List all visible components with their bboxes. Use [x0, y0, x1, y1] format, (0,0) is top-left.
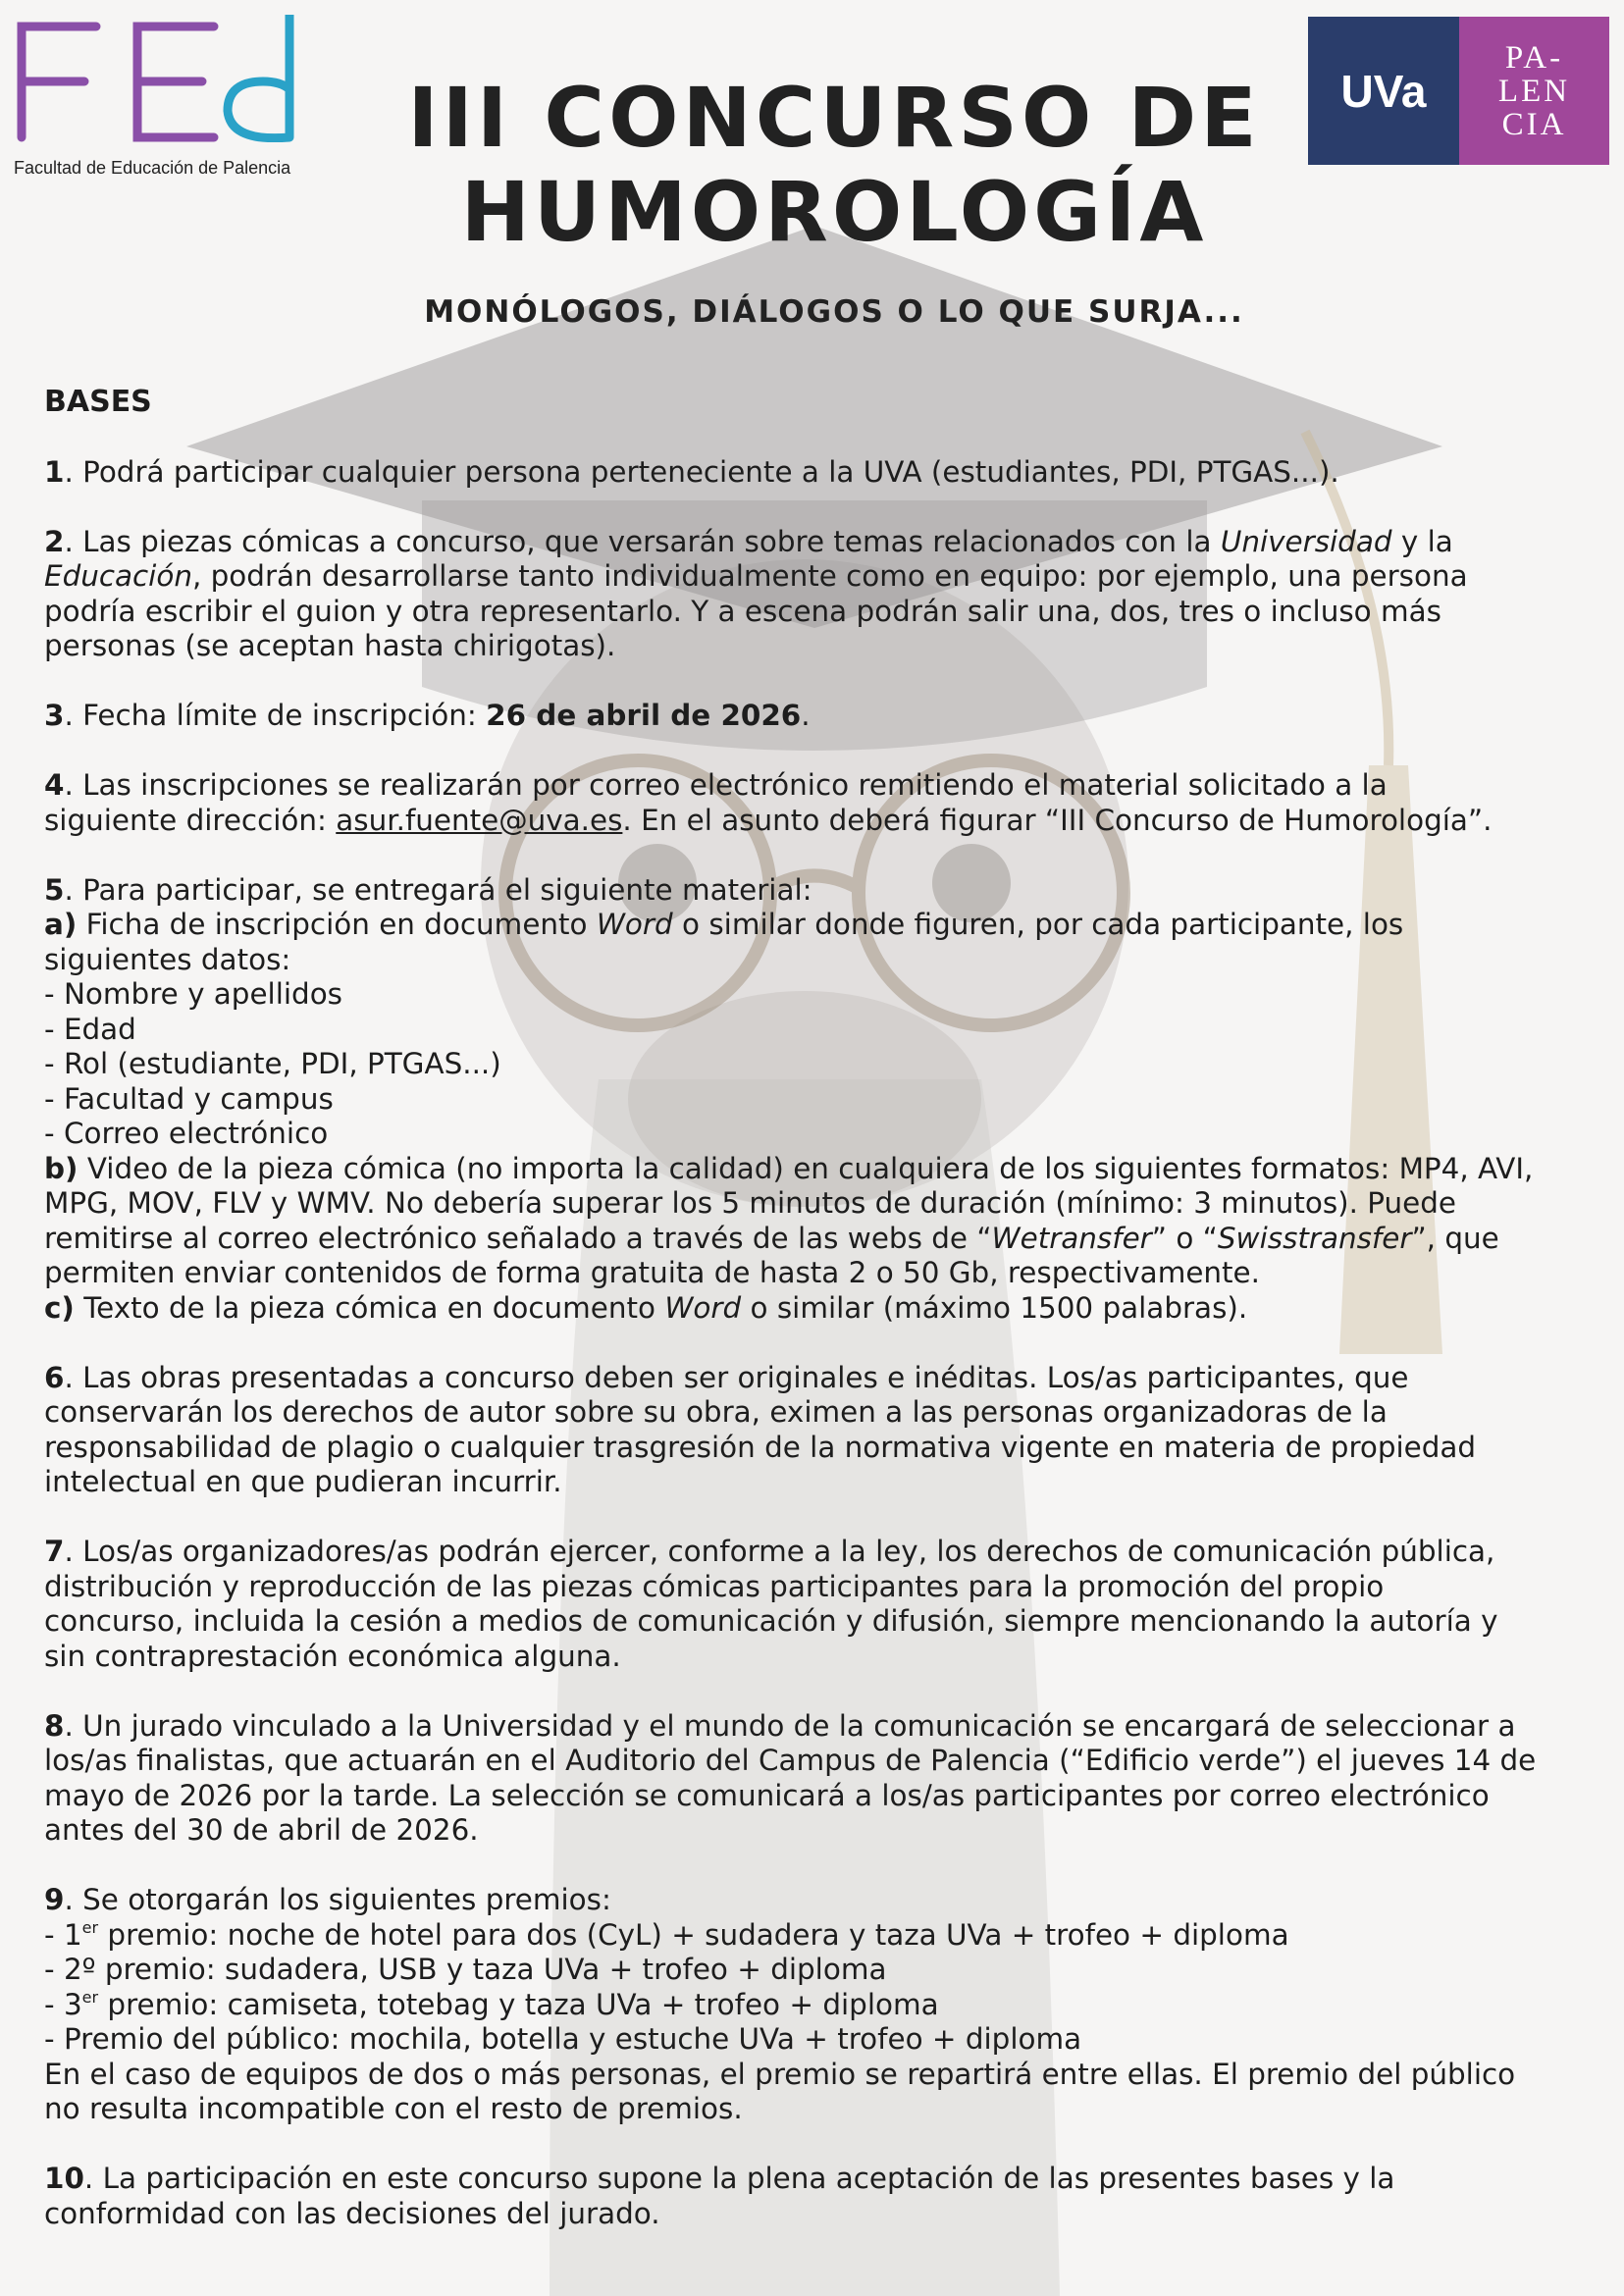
base-text: permiten enviar contenidos de forma gratuita de hasta 2 o 50 Gb, respectivamente.: [44, 1256, 1260, 1289]
palencia-logo-text: [1459, 17, 1609, 165]
base-text: o similar donde figuren, por cada participante, los: [672, 908, 1404, 941]
base-text: Swisstransfer: [1217, 1221, 1412, 1255]
base-text: concurso, incluida la cesión a medios de comunicación y difusión, siempre mencionando la autoría y: [44, 1604, 1498, 1638]
base-number: 3: [44, 699, 65, 732]
base-text: intelectual en que pudieran incurrir.: [44, 1465, 562, 1498]
deadline-date: 26 de abril de 2026: [486, 699, 802, 732]
base-text: o similar (máximo 1500 palabras).: [741, 1290, 1248, 1325]
base-text: Wetransfer: [991, 1221, 1152, 1255]
item-label: c): [44, 1290, 75, 1325]
page-title: [294, 71, 1374, 259]
base-text: sin contraprestación económica alguna.: [44, 1639, 621, 1673]
prize-text: premio: noche de hotel para dos (CyL) + sudadera y taza UVa + trofeo + diploma: [98, 1917, 1289, 1952]
base-2: [44, 525, 1585, 664]
base-text: Texto de la pieza cómica en documento: [74, 1290, 665, 1325]
base-text: Video de la pieza cómica (no importa la calidad) en cualquiera de los siguientes formatos: MP4, AVI,: [78, 1151, 1534, 1185]
base-text: .: [801, 699, 811, 732]
base-8: [44, 1709, 1585, 1849]
base-text: . Las obras presentadas a concurso deben ser originales e inéditas. Los/as participantes, que: [64, 1360, 1409, 1394]
prize-item: [44, 1988, 1585, 2023]
base-text: responsabilidad de plagio o cualquier trasgresión de la normativa vigente en materia de propiedad: [44, 1430, 1477, 1464]
base-number: 4: [44, 768, 65, 802]
list-item: - Nombre y apellidos: [44, 977, 342, 1011]
list-item: - Facultad y campus: [44, 1081, 334, 1116]
base-text: los/as finalistas, que actuarán en el Auditorio del Campus de Palencia (“Edificio verde”) el jueves 14 de: [44, 1744, 1537, 1777]
base-text: Word: [664, 1290, 742, 1325]
subtitle: MONÓLOGOS, DIÁLOGOS O LO QUE SURJA...: [424, 294, 1244, 330]
base-text: . Los/as organizadores/as podrán ejercer, conforme a la ley, los derechos de comunicación pública,: [64, 1535, 1495, 1568]
base-text: . Las piezas cómicas a concurso, que versarán sobre temas relacionados con la: [64, 524, 1221, 558]
base-text: Universidad: [1220, 524, 1392, 558]
base-text: . Las inscripciones se realizarán por correo electrónico remitiendo el material solicitado a la: [64, 768, 1388, 802]
base-text: siguientes datos:: [44, 942, 291, 976]
base-text: . Fecha límite de inscripción:: [64, 699, 487, 732]
base-text: . Podrá participar cualquier persona perteneciente a la UVA (estudiantes, PDI, PTGAS...).: [64, 454, 1339, 489]
fed-caption: Facultad de Educación de Palencia: [14, 158, 291, 178]
base-1: [44, 455, 1585, 491]
palencia-line: PA-: [1504, 39, 1564, 76]
base-text: Educación: [44, 559, 192, 593]
prize-item: [44, 1918, 1585, 1954]
base-text: , podrán desarrollarse tanto individualmente como en equipo: por ejemplo, una persona: [191, 559, 1468, 593]
base-text: distribución y reproducción de las piezas cómicas participantes para la promoción del propio: [44, 1569, 1385, 1603]
base-10: [44, 2162, 1585, 2231]
base-text: . La participación en este concurso supone la plena aceptación de las presentes bases y la: [83, 2162, 1395, 2195]
list-item: - Edad: [44, 1012, 136, 1046]
base-text: no resulta incompatible con el resto de premios.: [44, 2092, 743, 2125]
base-text: ” o “: [1151, 1221, 1218, 1255]
ordinal-suffix: er: [81, 1987, 99, 2007]
fed-logo-mark: [10, 15, 304, 142]
base-number: 6: [44, 1360, 65, 1394]
base-text: mayo de 2026 por la tarde. La selección se comunicará a los/as participantes por correo electrónico: [44, 1778, 1490, 1812]
prize-text: premio: camiseta, totebag y taza UVa + trofeo + diploma: [98, 1987, 939, 2021]
prize-item: - Premio del público: mochila, botella y estuche UVa + trofeo + diploma: [44, 2022, 1082, 2056]
base-9: [44, 1883, 1585, 2127]
base-text: En el caso de equipos de dos o más personas, el premio se repartirá entre ellas. El premio del público: [44, 2057, 1516, 2091]
palencia-line: CIA: [1501, 106, 1567, 142]
prize-rank: - 3: [44, 1987, 82, 2021]
bases-heading: BASES: [44, 385, 152, 419]
base-number: 8: [44, 1708, 65, 1743]
title-line: HUMOROLOGÍA: [460, 164, 1208, 260]
palencia-line: LEN: [1497, 73, 1571, 109]
title-line: III CONCURSO DE: [407, 70, 1261, 166]
uva-logo-text: UVa: [1308, 17, 1459, 165]
base-text: remitirse al correo electrónico señalado a través de las webs de “: [44, 1221, 992, 1255]
base-text: . En el asunto deberá figurar “III Concurso de Humorología”.: [622, 803, 1493, 837]
bases-content: [44, 385, 1585, 2231]
base-number: 2: [44, 524, 65, 558]
fed-logo: [10, 15, 304, 178]
base-text: Word: [596, 908, 673, 941]
base-5: [44, 873, 1585, 1327]
base-6: [44, 1361, 1585, 1500]
base-number: 1: [44, 454, 65, 489]
base-text: personas (se aceptan hasta chirigotas).: [44, 629, 616, 662]
base-text: antes del 30 de abril de 2026.: [44, 1813, 479, 1847]
base-4: [44, 768, 1585, 838]
ordinal-suffix: er: [81, 1917, 99, 1937]
item-label: a): [44, 908, 78, 941]
base-text: . Se otorgarán los siguientes premios:: [64, 1883, 611, 1916]
list-item: - Correo electrónico: [44, 1117, 329, 1150]
base-text: . Para participar, se entregará el siguiente material:: [64, 872, 812, 907]
item-label: b): [44, 1151, 79, 1185]
base-text: conservarán los derechos de autor sobre su obra, eximen a las personas organizadoras de la: [44, 1395, 1388, 1429]
base-text: podría escribir el guion y otra representarlo. Y a escena podrán salir una, dos, tres o incluso más: [44, 594, 1441, 628]
base-text: . Un jurado vinculado a la Universidad y el mundo de la comunicación se encargará de seleccionar a: [64, 1708, 1516, 1743]
base-text: conformidad con las decisiones del jurado.: [44, 2196, 660, 2230]
list-item: - Rol (estudiante, PDI, PTGAS...): [44, 1047, 501, 1080]
base-number: 10: [44, 2162, 84, 2195]
base-number: 9: [44, 1883, 65, 1916]
email-link[interactable]: asur.fuente@uva.es: [336, 803, 623, 837]
base-3: [44, 699, 1585, 734]
base-7: [44, 1535, 1585, 1674]
prize-item: - 2º premio: sudadera, USB y taza UVa + trofeo + diploma: [44, 1953, 887, 1986]
prize-rank: - 1: [44, 1917, 82, 1952]
base-text: y la: [1391, 524, 1453, 558]
base-number: 7: [44, 1535, 65, 1568]
base-text: Ficha de inscripción en documento: [77, 908, 597, 941]
base-number: 5: [44, 872, 65, 907]
base-text: MPG, MOV, FLV y WMV. No debería superar los 5 minutos de duración (mínimo: 3 minutos). Puede: [44, 1186, 1456, 1220]
base-text: siguiente dirección:: [44, 803, 337, 837]
base-text: ”, que: [1411, 1221, 1499, 1255]
